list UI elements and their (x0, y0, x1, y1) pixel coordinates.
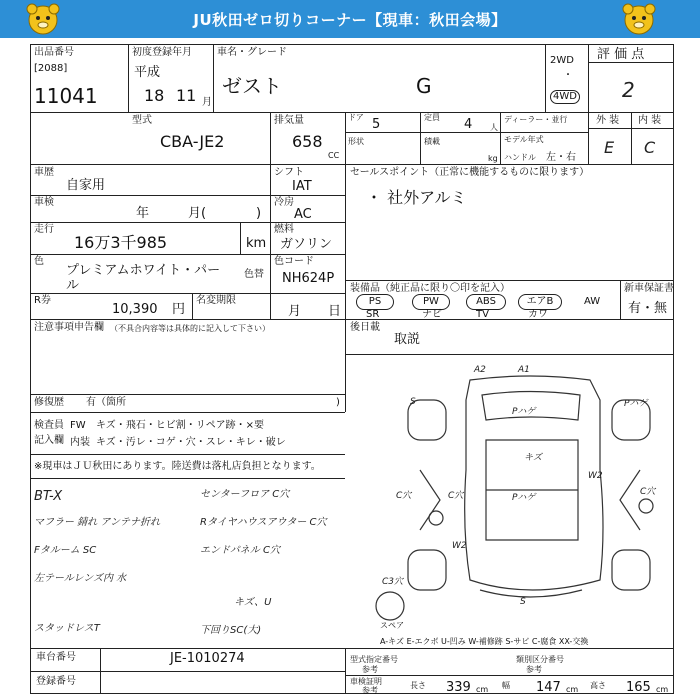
chassis-label: 車台番号 (36, 652, 76, 663)
handwritten-note: Rタイヤハウスアウター C穴 (200, 517, 327, 528)
mileage-value: 16万3千985 (74, 233, 168, 252)
handwritten-note: 下回りSC(大) (200, 625, 262, 636)
dims-length-unit: cm (476, 685, 489, 694)
fuel-label: 燃料 (274, 224, 294, 235)
doors-value: 5 (372, 117, 381, 132)
equipment-label: 装備品（純正品に限り〇印を記入） (350, 283, 510, 294)
history-value: 自家用 (66, 178, 106, 193)
ext-score-label: 外 装 (596, 115, 620, 126)
diagram-mark-a1: A1 (518, 365, 530, 375)
diagram-mark-paint: Pハゲ (512, 493, 536, 503)
diagram-mark-corrosion3: C3穴 (382, 577, 404, 587)
registration-era: 平成 (134, 65, 161, 80)
lot-number: 11041 (34, 84, 98, 108)
inspection-close: ) (256, 206, 262, 221)
ac-value: AC (294, 207, 312, 222)
reg-no-label: 登録番号 (36, 676, 76, 687)
displacement-value: 658 (292, 132, 323, 151)
diagram-legend: A-キズ E-エクボ U-凹み W-補修跡 S-サビ C-腐食 XX-交換 (380, 637, 589, 646)
capacity-value: 4 (464, 117, 473, 132)
warranty-value: 有・無 (628, 301, 668, 316)
diagram-mark-corrosion: C穴 (396, 491, 412, 501)
car-label: 車名・グレード (217, 47, 287, 58)
dims-width-label: 幅 (502, 681, 510, 690)
inspection-month: 月( (188, 206, 207, 221)
lot-sub: [2088] (34, 63, 68, 74)
recycle-unit: 円 (172, 302, 186, 317)
back-seat-label: 後日載 (350, 322, 380, 333)
inspector-row2-label: 内装 (70, 437, 90, 448)
handwritten-note: Fタルーム SC (34, 545, 97, 556)
diagram-mark-paint: Pハゲ (512, 407, 536, 417)
color-change-label: 色替 (244, 269, 264, 280)
inspector-label-2: 記入欄 (34, 435, 64, 446)
dims-length-label: 長さ (410, 681, 426, 690)
diagram-mark-scratch: キズ (524, 453, 542, 463)
car-grade: G (416, 74, 432, 98)
equipment-airbag: エアB (518, 294, 562, 310)
shape-label: 形状 (348, 137, 364, 146)
dims-cert-label: 車検証明 (350, 677, 382, 686)
inspection-label: 車検 (34, 197, 54, 208)
diagram-mark-corrosion: C穴 (448, 491, 464, 501)
drive-2wd: 2WD (550, 55, 574, 66)
doors-label: ドア (348, 113, 364, 122)
inspector-row1-label: FW (70, 420, 86, 431)
score-value: 2 (622, 78, 635, 102)
dims-width-unit: cm (566, 685, 579, 694)
mileage-unit: km (246, 236, 267, 251)
chassis-value: JE-1010274 (170, 651, 245, 666)
diagram-mark-w2: W2 (588, 471, 603, 481)
car-name: ゼスト (222, 74, 282, 98)
displacement-label: 排気量 (274, 115, 304, 126)
repair-close: ) (336, 397, 340, 408)
recycle-value: 10,390 (112, 302, 158, 317)
spare-label: スペア (380, 621, 404, 630)
handwritten-note: BT-X (34, 489, 63, 504)
sales-point-item: ・ 社外アルミ (366, 188, 467, 207)
score-label: 評 価 点 (597, 47, 645, 62)
load-unit: kg (488, 154, 498, 163)
ac-label: 冷房 (274, 197, 294, 208)
handwritten-note: エンドパネル C穴 (200, 545, 280, 556)
handle-label: ハンドル (504, 153, 536, 162)
int-score-label: 内 装 (638, 115, 662, 126)
handle-value: 左・右 (546, 152, 576, 163)
diagram-mark-s: S (520, 597, 526, 607)
registration-year: 18 (144, 86, 165, 105)
name-change-month: 月 (288, 304, 302, 319)
warranty-label: 新車保証書 (624, 283, 674, 294)
capacity-unit: 人 (490, 123, 498, 132)
load-label: 積載 (424, 137, 440, 146)
modelyear-label: モデル年式 (504, 135, 544, 144)
inspector-row2: キズ・汚レ・コゲ・穴・スレ・キレ・破レ (96, 437, 286, 448)
dims-height-label: 高さ (590, 681, 606, 690)
drive-4wd: 4WD (550, 90, 580, 104)
equipment-pw: PW (412, 294, 450, 310)
int-score-value: C (644, 138, 656, 157)
model-label: 型式 (132, 115, 152, 126)
notice-text: ※現車はＪＵ秋田にあります。陸送費は落札店負担となります。 (34, 461, 321, 472)
inspector-label-1: 検査員 (34, 420, 64, 431)
equipment-leather: カワ (528, 309, 548, 320)
handwritten-note: 左テールレンズ内 水 (34, 573, 127, 584)
back-seat-value: 取説 (394, 332, 421, 347)
color-label: 色 (34, 256, 44, 267)
lot-label: 出品番号 (34, 47, 74, 58)
dims-ref: 参考 (526, 665, 542, 674)
inspection-year: 年 (136, 206, 150, 221)
name-change-label: 名変期限 (196, 295, 236, 306)
history-label: 車歴 (34, 167, 54, 178)
dealer-label: ディーラー・並行 (504, 115, 568, 124)
name-change-day: 日 (328, 304, 342, 319)
equipment-ps: PS (356, 294, 394, 310)
handwritten-note: スタッドレスT (34, 623, 100, 634)
repair-label: 修復歴 (34, 397, 64, 408)
diagram-mark-w2: W2 (452, 541, 467, 551)
dims-ref: 参考 (362, 665, 378, 674)
registration-label: 初度登録年月 (132, 47, 192, 58)
shift-label: シフト (274, 167, 304, 178)
page-title: JU秋田ゼロ切りコーナー【現車：秋田会場】 (193, 11, 507, 29)
registration-month: 11 (176, 86, 197, 105)
fuel-value: ガソリン (280, 237, 333, 252)
diagram-mark-paint: Pハゲ (624, 399, 648, 409)
dims-class-label: 類別区分番号 (516, 655, 564, 664)
dims-width-value: 147 (536, 680, 561, 695)
color-code-label: 色コード (274, 256, 314, 267)
diagram-mark-s: S (410, 397, 416, 407)
handwritten-note: マフラー 錆れ アンテナ折れ (34, 517, 160, 528)
handwritten-note: センターフロア C穴 (200, 489, 290, 500)
shift-value: IAT (292, 179, 312, 194)
color-value-line2: ル (66, 278, 80, 293)
color-value-line1: プレミアムホワイト・パー (66, 263, 221, 278)
equipment-abs: ABS (466, 294, 506, 310)
model-value: CBA-JE2 (160, 132, 225, 151)
diagram-mark-corrosion: C穴 (640, 487, 656, 497)
dims-length-value: 339 (446, 680, 471, 695)
mileage-label: 走行 (34, 224, 54, 235)
dims-ref: 参考 (362, 686, 378, 695)
recycle-label: R券 (34, 295, 51, 306)
drive-dot: ・ (563, 70, 573, 81)
equipment-navi: ナビ (422, 309, 442, 320)
handwritten-note: キズ、U (234, 597, 272, 608)
dims-type-label: 型式指定番号 (350, 655, 398, 664)
equipment-tv: TV (476, 309, 489, 320)
diagram-mark-a2: A2 (474, 365, 486, 375)
displacement-unit: CC (328, 151, 340, 160)
equipment-sr: SR (366, 309, 380, 320)
notes-sub: （不具合内容等は具体的に記入して下さい） (110, 324, 270, 333)
sales-point-label: セールスポイント（正常に機能するものに限ります） (350, 167, 590, 178)
color-code-value: NH624P (282, 271, 335, 286)
notes-label: 注意事項申告欄 (34, 322, 104, 333)
equipment-aw: AW (584, 296, 601, 307)
dims-height-value: 165 (626, 680, 651, 695)
registration-month-unit: 月 (202, 97, 212, 108)
ext-score-value: E (604, 138, 615, 157)
repair-value: 有（箇所 (86, 397, 126, 408)
dims-height-unit: cm (656, 685, 669, 694)
capacity-label: 定員 (424, 113, 440, 122)
inspector-row1: キズ・飛石・ヒビ割・リペア跡・×要 (96, 420, 264, 431)
